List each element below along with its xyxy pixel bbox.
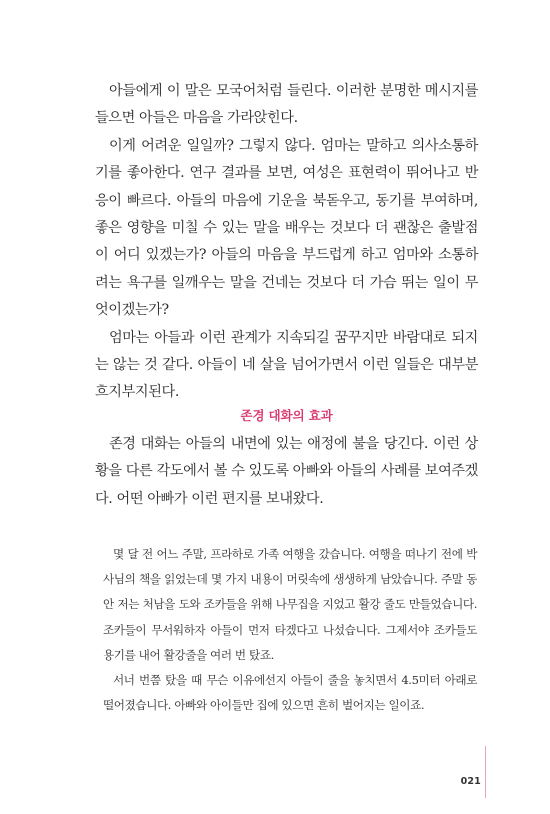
- margin-rule: [485, 746, 486, 798]
- paragraph: 아들에게 이 말은 모국어처럼 들린다. 이러한 분명한 메시지를 들으면 아들은 마음을 가라앉힌다.: [95, 83, 478, 127]
- section-heading: 존경 대화의 효과: [240, 408, 333, 423]
- quoted-letter: [103, 542, 477, 718]
- section-2-body: [95, 431, 478, 513]
- paragraph: 존경 대화는 아들의 내면에 있는 애정에 불을 당긴다. 이런 상황을 다른 각도에서 볼 수 있도록 아빠와 아들의 사례를 보여주겠다. 어떤 아빠가 이런 편지를 보내왔다.: [95, 436, 478, 507]
- quote-paragraph: 몇 달 전 어느 주말, 프라하로 가족 여행을 갔습니다. 여행을 떠나기 전에 박사님의 책을 읽었는데 몇 가지 내용이 머릿속에 생생하게 남았습니다. 주말 동안 저는 처남을 도와 조카들을 위해 나무집을 지었고 활강 줄도 만들었습니다. 조카들이 무서워하자 아들이 먼저 타겠다고 나섰습니다. 그제서야 조카들도 용기를 내어 활강줄을 여러 번 탔죠.: [103, 547, 477, 662]
- paragraph: 엄마는 아들과 이런 관계가 지속되길 꿈꾸지만 바람대로 되지는 않는 것 같다. 아들이 네 살을 넘어가면서 이런 일들은 대부분 흐지부지된다.: [95, 329, 478, 401]
- paragraph: 이게 어려운 일일까? 그렇지 않다. 엄마는 말하고 의사소통하기를 좋아한다. 연구 결과를 보면, 여성은 표현력이 뛰어나고 반응이 빠르다. 아들의 마음에 기운을 북돋우고, 동기를 부여하며, 좋은 영향을 미칠 수 있는 말을 배우는 것보다 더 괜찮은 출발점이 어디 있겠는가? 아들의 마음을 부드럽게 하고 엄마와 소통하려는 욕구를 일깨우는 말을 건네는 것보다 더 가슴 뛰는 일이 무엇이겠는가?: [95, 137, 478, 319]
- page-number: 021: [460, 776, 481, 787]
- section-1-body: [95, 78, 478, 407]
- quote-paragraph: 서너 번쯤 탔을 때 무슨 이유에선지 아들이 줄을 놓치면서 4.5미터 아래로 떨어졌습니다. 아빠와 아이들만 집에 있으면 흔히 벌어지는 일이죠.: [103, 673, 477, 713]
